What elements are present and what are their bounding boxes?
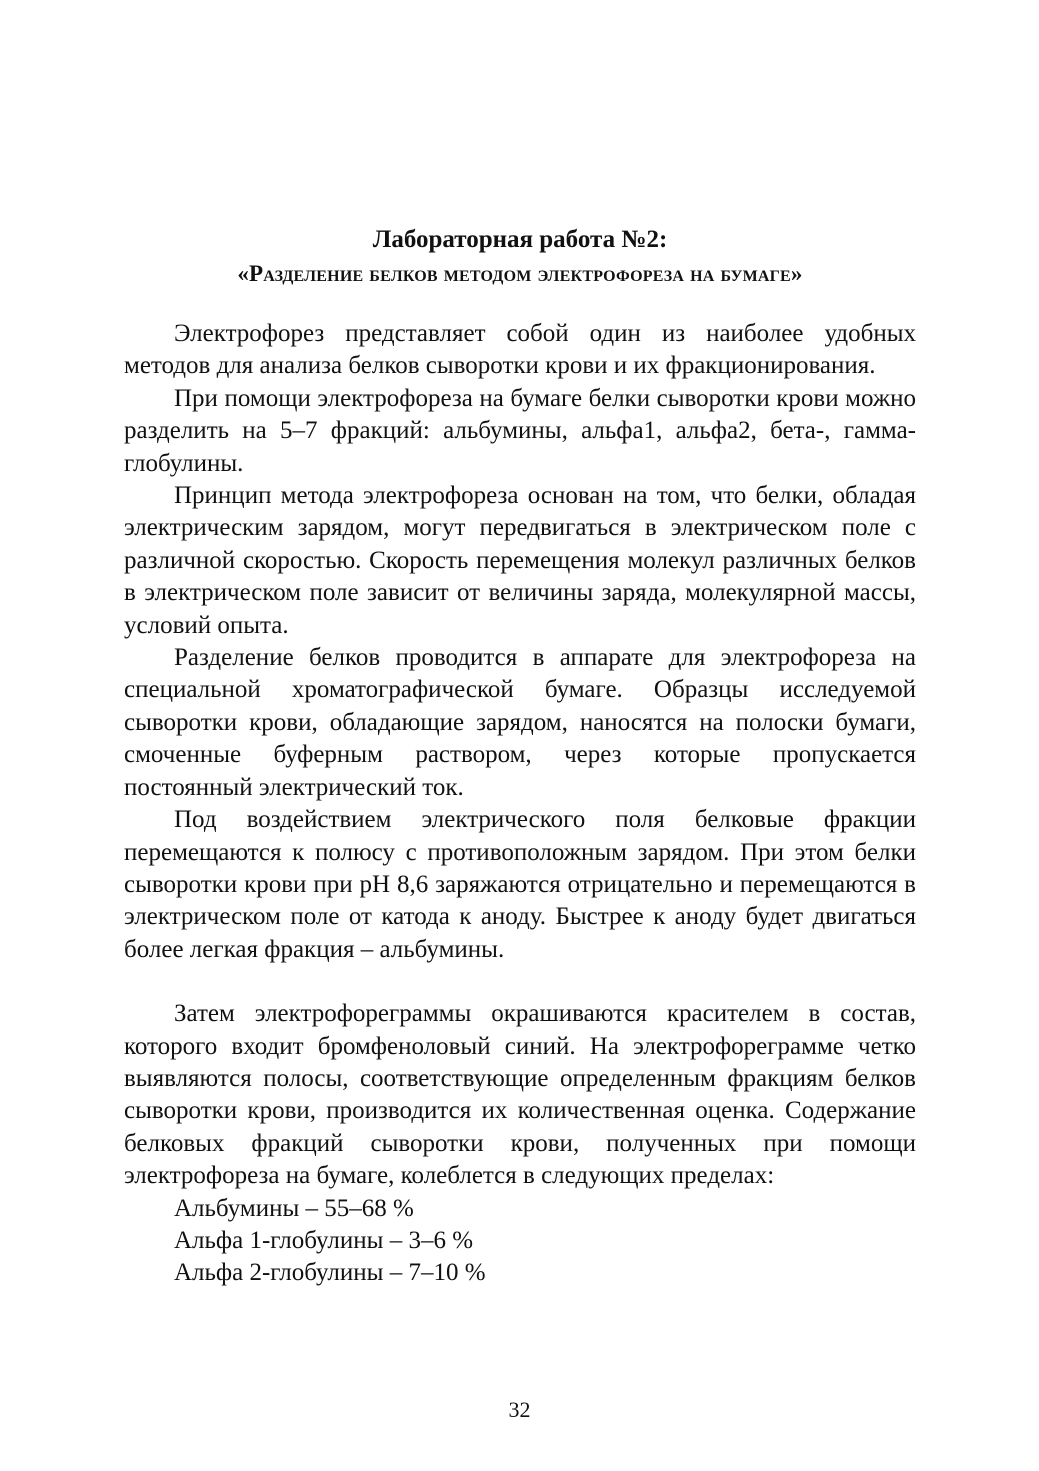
list-item: Альфа 2-глобулины – 7–10 %	[174, 1259, 486, 1287]
list-item: Альбумины – 55–68 %	[174, 1194, 414, 1222]
fraction-list	[124, 1193, 916, 1290]
list-item: Альфа 1-глобулины – 3–6 %	[174, 1226, 474, 1254]
paragraph-fractions: При помощи электрофореза на бумаге белки сыворотки крови можно разделить на 5–7 фракций: альбумины, альфа1, альфа2, бета-, гамма-глобулины.	[124, 384, 916, 477]
paragraph-apparatus: Разделение белков проводится в аппарате для электрофореза на специальной хроматографической бумаге. Образцы исследуемой сыворотки крови, обладающие зарядом, наносятся на полоски бумаги, смоченные буферным раствором, через которые пропускается постоянный электрический ток.	[124, 644, 916, 801]
lab-work-subtitle: «Разделение белков методом электрофореза на бумаге»	[237, 261, 803, 286]
paragraph-field: Под воздействием электрического поля белковые фракции перемещаются к полюсу с противоположным зарядом. При этом белки сыворотки крови при pH 8,6 заряжаются отрицательно и перемещаются в электрическом поле от катода к аноду. Быстрее к аноду будет двигаться более легкая фракция – альбумины.	[124, 806, 916, 963]
page-number: 32	[508, 1397, 531, 1422]
title-block	[124, 223, 916, 291]
lab-work-title: Лабораторная работа №2:	[372, 226, 668, 253]
paragraph-intro: Электрофорез представляет собой один из наиболее удобных методов для анализа белков сыворотки крови и их фракционирования.	[124, 320, 916, 380]
paragraph-staining: Затем электрофореграммы окрашиваются красителем в состав, которого входит бромфеноловый синий. На электрофореграмме четко выявляются полосы, соответствующие определенным фракциям белков сыворотки крови, производится их количественная оценка. Содержание белковых фракций сыворотки крови, полученных при помощи электрофореза на бумаге, колеблется в следующих пределах:	[124, 1000, 916, 1190]
body-text	[124, 318, 916, 1290]
paragraph-principle: Принцип метода электрофореза основан на том, что белки, обладая электрическим зарядом, могут передвигаться в электрическом поле с различной скоростью. Скорость перемещения молекул различных белков в электрическом поле зависит от величины заряда, молекулярной массы, условий опыта.	[124, 482, 916, 639]
